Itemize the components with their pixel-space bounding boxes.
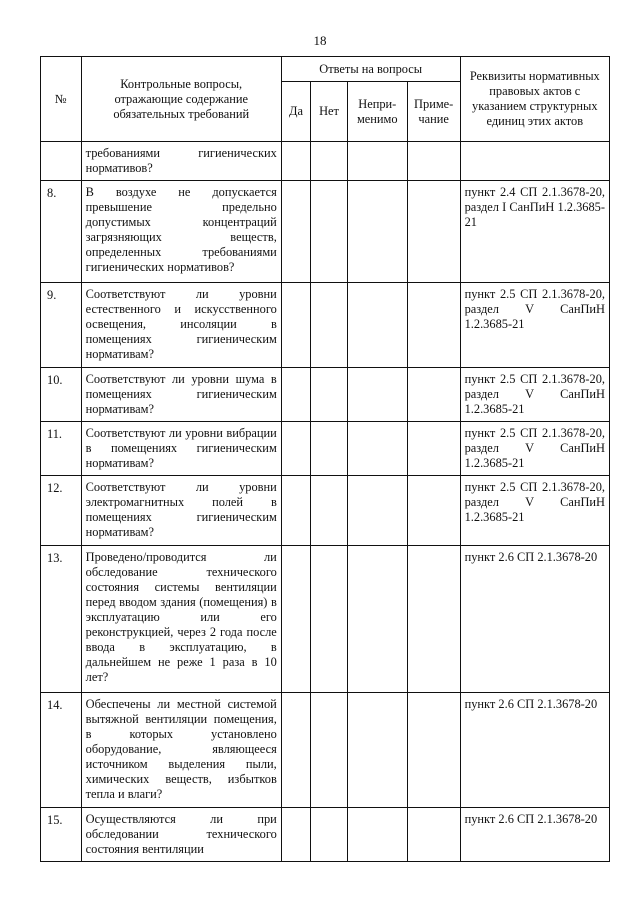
answer-not-applicable-cell[interactable]: [347, 181, 407, 283]
row-number: 10.: [41, 368, 82, 422]
answer-note-cell[interactable]: [407, 422, 460, 476]
table-row: [41, 368, 610, 422]
header-question: Контрольные вопросы, отражающие содержание обязательных требований: [81, 57, 281, 142]
header-yes: Да: [281, 82, 310, 142]
answer-note-cell[interactable]: [407, 181, 460, 283]
row-number: 12.: [41, 476, 82, 546]
checklist-table: [40, 56, 610, 862]
answer-not-applicable-cell[interactable]: [347, 546, 407, 693]
page-number: 18: [313, 33, 327, 48]
row-requisite: [460, 142, 609, 181]
row-question: В воздухе не допускается превышение предельно допустимых концентраций загрязняющих веществ, определенных требованиями гигиенических нормативов?: [81, 181, 281, 283]
row-requisite: пункт 2.6 СП 2.1.3678-20: [460, 808, 609, 862]
row-requisite: пункт 2.6 СП 2.1.3678-20: [460, 693, 609, 808]
answer-not-applicable-cell[interactable]: [347, 283, 407, 368]
answer-not-applicable-cell[interactable]: [347, 368, 407, 422]
answer-yes-cell[interactable]: [281, 476, 310, 546]
header-not-applicable: Непри-менимо: [347, 82, 407, 142]
row-requisite: пункт 2.5 СП 2.1.3678-20, раздел V СанПиН 1.2.3685-21: [460, 283, 609, 368]
table-row: [41, 283, 610, 368]
answer-note-cell[interactable]: [407, 546, 460, 693]
answer-no-cell[interactable]: [311, 368, 348, 422]
row-requisite: пункт 2.5 СП 2.1.3678-20, раздел V СанПиН 1.2.3685-21: [460, 368, 609, 422]
row-requisite: пункт 2.5 СП 2.1.3678-20, раздел V СанПиН 1.2.3685-21: [460, 422, 609, 476]
answer-yes-cell[interactable]: [281, 181, 310, 283]
answer-no-cell[interactable]: [311, 422, 348, 476]
table-row: [41, 693, 610, 808]
answer-yes-cell[interactable]: [281, 422, 310, 476]
row-number: 15.: [41, 808, 82, 862]
table-row: [41, 181, 610, 283]
answer-not-applicable-cell[interactable]: [347, 808, 407, 862]
answer-yes-cell[interactable]: [281, 546, 310, 693]
answer-note-cell[interactable]: [407, 808, 460, 862]
row-question: Обеспечены ли местной системой вытяжной вентиляции помещения, в которых установлено оборудование, являющееся источником выделения пыли, химических веществ, избытков тепла и влаги?: [81, 693, 281, 808]
answer-not-applicable-cell[interactable]: [347, 476, 407, 546]
row-number: [41, 142, 82, 181]
answer-yes-cell[interactable]: [281, 368, 310, 422]
answer-note-cell[interactable]: [407, 142, 460, 181]
row-number: 11.: [41, 422, 82, 476]
header-number: №: [41, 57, 82, 142]
answer-not-applicable-cell[interactable]: [347, 422, 407, 476]
answer-no-cell[interactable]: [311, 181, 348, 283]
row-question: Осуществляются ли при обследовании технического состояния вентиляции: [81, 808, 281, 862]
row-number: 13.: [41, 546, 82, 693]
answer-yes-cell[interactable]: [281, 808, 310, 862]
table-row: [41, 142, 610, 181]
answer-no-cell[interactable]: [311, 142, 348, 181]
row-requisite: пункт 2.5 СП 2.1.3678-20, раздел V СанПиН 1.2.3685-21: [460, 476, 609, 546]
row-question: Проведено/проводится ли обследование технического состояния системы вентиляции перед вводом здания (помещения) в эксплуатацию или его реконструкцией, через 2 года после ввода в эксплуатацию, в дальнейшем не реже 1 раза в 10 лет?: [81, 546, 281, 693]
row-number: 9.: [41, 283, 82, 368]
row-number: 8.: [41, 181, 82, 283]
answer-note-cell[interactable]: [407, 283, 460, 368]
row-number: 14.: [41, 693, 82, 808]
table-row: [41, 546, 610, 693]
answer-no-cell[interactable]: [311, 693, 348, 808]
answer-no-cell[interactable]: [311, 283, 348, 368]
row-question: Соответствуют ли уровни шума в помещениях гигиеническим нормативам?: [81, 368, 281, 422]
answer-yes-cell[interactable]: [281, 142, 310, 181]
row-requisite: пункт 2.6 СП 2.1.3678-20: [460, 546, 609, 693]
table-row: [41, 422, 610, 476]
table-row: [41, 476, 610, 546]
answer-no-cell[interactable]: [311, 476, 348, 546]
table-row: [41, 808, 610, 862]
header-no: Нет: [311, 82, 348, 142]
header-answers: Ответы на вопросы: [281, 57, 460, 82]
answer-no-cell[interactable]: [311, 808, 348, 862]
answer-yes-cell[interactable]: [281, 693, 310, 808]
answer-not-applicable-cell[interactable]: [347, 693, 407, 808]
answer-not-applicable-cell[interactable]: [347, 142, 407, 181]
answer-yes-cell[interactable]: [281, 283, 310, 368]
row-question: Соответствуют ли уровни электромагнитных полей в помещениях гигиеническим нормативам?: [81, 476, 281, 546]
row-question: требованиями гигиенических нормативов?: [81, 142, 281, 181]
row-question: Соответствуют ли уровни вибрации в помещениях гигиеническим нормативам?: [81, 422, 281, 476]
answer-note-cell[interactable]: [407, 693, 460, 808]
answer-note-cell[interactable]: [407, 368, 460, 422]
answer-no-cell[interactable]: [311, 546, 348, 693]
header-requisites: Реквизиты нормативных правовых актов с указанием структурных единиц этих актов: [460, 57, 609, 142]
header-note: Приме-чание: [407, 82, 460, 142]
answer-note-cell[interactable]: [407, 476, 460, 546]
row-requisite: пункт 2.4 СП 2.1.3678-20, раздел I СанПиН 1.2.3685-21: [460, 181, 609, 283]
row-question: Соответствуют ли уровни естественного и искусственного освещения, инсоляции в помещениях гигиеническим нормативам?: [81, 283, 281, 368]
